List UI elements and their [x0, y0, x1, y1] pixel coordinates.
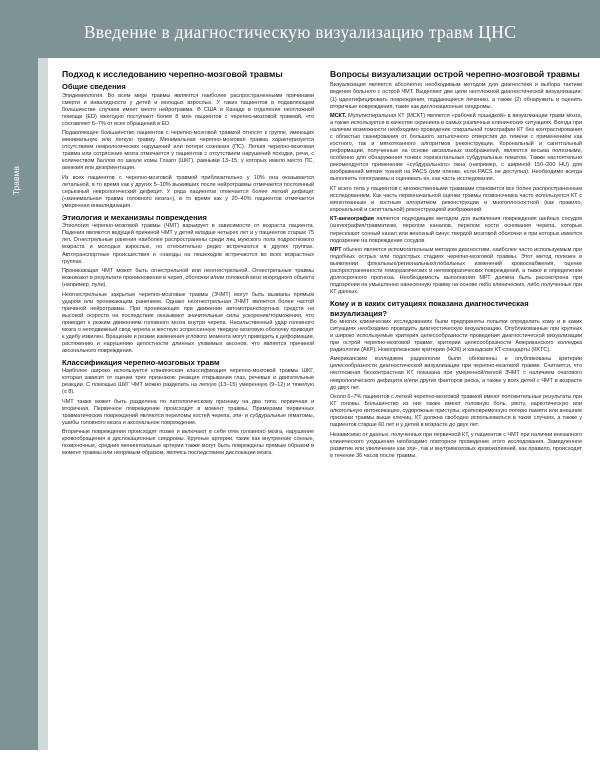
section-label: Травма [11, 166, 21, 196]
paragraph: КТ всего тела у пациентов с множественными травмами становится все более распространенным исследованием. Как часть первоначальной оценки травмы позвоночника часто используется КТ с мягкотканным и костным алгоритмом реконструкции и многоплоскостной (как правило, корональной и сагиттальной) реконструкцией изображений. [330, 185, 582, 213]
side-strip [38, 58, 48, 750]
subheading-classification: Классификация черепно-мозговых травм [62, 357, 220, 367]
paragraph-text: обычно является вспомогательным методом диагностики, наиболее часто используемым при подобных острых или подострых стадиях черепно-мозговой травмы. Этот метод полезен в выявлении фокальных/региональных/глобальных изменений кровоснабжения, оценке распространенности геморрагических и негеморрагических повреждений, а также в определении долгосрочного прогноза. Необходимость выполнения МРТ должна быть рассмотрена при подозрении на умышленно нанесенную травму на основе либо клинических, либо полученных при КТ данных. [330, 247, 582, 296]
right-column [330, 69, 582, 744]
paragraph: Вторичные повреждения происходят позже и включают в себя отек головного мозга, нарушение кровообращения и дислокационные синдромы. Крупные артерии, такие как внутренние сонные, позвоночные, средние менингеальные артерии также могут быть повреждены прямым образом в момент травмы или непрямым образом, являясь последствием дислокации мозга. [62, 429, 314, 457]
paragraph: Подавляющее большинство пациентов с черепно-мозговой травмой относят к группе, имеющих минимальную или легкую травму. Минимальная черепно-мозговая травма характеризуется отсутствием неврологических нарушений или потери сознания (ПС). Легкая черепно-мозговая травма или сотрясение мозга отмечается у пациентов с отсутствием нарушений походки, речи, с количеством баллов по шкале комы Глазго (ШКГ), равными 13–15, у которых имело место ПС, амнезия или дезориентация. [62, 130, 314, 172]
paragraph-text: является подходящим методом для выявления повреждения шейных сосудов (ангиография/травматизм, перелом каналов, перелом кости основания черепа, которые пересекают сонный канал или венозный синус твердой мозговой оболочки и при которых имеется подозрение на повреждение сосудов. [330, 216, 582, 244]
paragraph: Из всех пациентов с черепно-мозговой травмой приблизительно у 10% она оказывается летальной, в то время как у других 5–10% выживших после нейротравмы отмечается постоянный серьезный неврологический дефицит. У ряда пациентов отмечается более легкий дефицит («минимальная травма головного мозга»), в то время как у 20–40% пациентов отмечается умеренная инвалидизация. [62, 174, 314, 210]
paragraph: Визуализация является абсолютно необходимым методом для диагностики и выбора тактики ведения больного с острой ЧМТ. Выделяют две цели неотложной диагностической визуализации: (1) идентифицировать повреждения, поддающиеся лечению, а также (2) обнаружить и оценить вторичные повреждения, такие как дислокационные синдромы. [330, 82, 582, 110]
paragraph: Около 6–7% пациентов с легкой черепно-мозговой травмой имеют положительные результаты при КТ головы. Большинство из них также имеют головную боль, рвоту, наркотическую или алкогольную интоксикацию, судорожные приступы, кратковременную потерю памяти или внешние признаки травмы выше ключиц. КТ должна свободно использоваться в таких случаях, а также у пациентов старше 60 лет и у детей в возрасте до двух лет. [330, 393, 582, 429]
subheading-general: Общие сведения [62, 82, 126, 92]
left-column [62, 69, 314, 744]
paragraph: Этиология черепно-мозговой травмы (ЧМТ) варьирует в зависимости от возраста пациента. Падения являются ведущей причиной ЧМТ у детей младше четырех лет и у пациентов старше 75 лет. Огнестрельные ранения наиболее распространены среди лиц мужского пола подросткового возраста и молодых взрослых, но относительно редко встречаются в других группах. Автотранспортные происшествия и «наезды на пешеходов встречаются во всех возрастных группах. [62, 223, 314, 265]
paragraph: Наиболее широко используется клиническая классификация черепно-мозговой травмы ШКГ, которая зависит от оценки трех признаков: реакция открывания глаз, речевые и двигательные реакции. С помощью ШКГ ЧМТ можно разделить на легкую (13–15) умеренную (9–12) и тяжелую (≤ 8). [62, 368, 314, 396]
term-msct: МСКТ. [330, 112, 347, 119]
subheading-indications: Кому и в каких ситуациях показана диагностическая визуализация? [330, 299, 529, 318]
paragraph: Американским колледжем радиологии были обновлены и опубликованы критерии целесообразности диагностической визуализации при черепно-мозговой травме. Считается, что неотложная бесконтрастная КТ показана при умеренной/легкой ЗЧМТ с наличием очагового неврологического дефицита и/или других факторов риска, а также у всех детей с ЧМТ в возрасте до двух лет. [330, 356, 582, 391]
page-number: 134 [10, 764, 28, 776]
paragraph [330, 113, 582, 183]
term-mri: МРТ [330, 247, 342, 253]
subheading-etiology: Этиология и механизмы повреждения [62, 213, 207, 223]
paragraph: Во многих клинических исследованиях были предприняты попытки определить кому и в каких ситуациях необходимо проводить диагностическую визуализацию. Опубликованные при крупных и широко используемые критерия целесообразности проведения диагностической визуализации при острой черепно-мозговой травме: критерии целесообразности Американского колледжа радиологии (АКР), Новоорлеанские критерии (НОК) и канадские КТ-стандарты (КKTC). [330, 318, 582, 353]
paragraph [330, 247, 582, 296]
paragraph: Независимо от данных, полученных при первичной КТ, у пациентов с ЧМТ при наличии внезапного клинического ухудшения необходимо повторное проведение этого исследования. Замедленное развитие или увеличение как эпи-, так и внутримозговых кровоизлияний, как правило, происходит в течение 36 часов после травмы. [330, 431, 582, 459]
paragraph: Неогнестрельные закрытые черепно-мозговые травмы (ЗЧМТ) могут быть вызваны прямым ударом или проникающим ранением. Однако неогнестрельная ЗЧМТ является более частой причиной нейротравмы. При проникающих при движении автомотранспортных средств на высокой скорости на последствие оказывают значительные силы ускорения/торможения, что приводит к резким движениям головного мозга внутри черепа. Насильственный удар головного мозга о неподвижный свод черепа и жесткую эспрессинную твердую мозговую оболочку приводит к удибу извилин. Вращение и резкие изменения углового момента могут приводить к деформации, растяжению и нарушению целостности длинных уязвимых аксонов, что является причиной аксонального повреждения. [62, 291, 314, 354]
paragraph-text: Мультиспиральная КТ (МСКТ) является «рабочей лошадкой» в визуализации травм мозга, а также используется в качестве скрининга в самых различных клинических ситуациях. Всегда при наличии возможности необходимо проведение спиральной томографии КТ без контрастирования с областью сканирования от большого затылочного отверстия до темени с применением как костного, так и мягкотканного алгоритмов реконструкции. Корональный и сагиттальный реформации, полученные на основе аксиальных изображений, являются весьма полезными, особенно для обнаружения тонких горизонтальных субдуральных гематом. Также настоятельно рекомендуется применение «субдурального» окна (например, с шириной 150–200 HU) для изображений мягких тканей на PACS (или пленке, если PACS не доступна). Необходимо всегда выполнять топограммы и оценивать их, как часть исследования. [330, 112, 582, 183]
paragraph: ЧМТ также может быть разделена по патологическому признаку на два типа: первичная и вторичная. Первичное повреждение происходит в момент травмы. Примерами первичных травматических повреждений являются переломы костей черепа, эпи- и субдуральные гематомы, ушибы головного мозга и аксональное повреждение. [62, 398, 314, 426]
term-kta: КТ-ангиография [330, 216, 374, 223]
paragraph [330, 216, 582, 244]
section-heading: Подход к исследованию черепно-мозговой травмы [62, 69, 283, 79]
section-heading: Вопросы визуализации острой черепно-мозговой травмы [330, 69, 580, 79]
side-tab [0, 58, 38, 776]
paragraph: Эпидемиология. Во всем мире травмы являются наиболее распространенными причинами смерти и инвалидности у детей и молодых взрослых. У таких пациентов в подавляющем большинстве случаев имеет место нейротравма. В США и Канаде в отделения неотложной помощи (ED) ежегодно поступают более 8 млн пациентов с черепно-мозговой травмой, что составляет 6–7% от всех обращений в ED. [62, 92, 314, 127]
page-header [0, 0, 600, 58]
page-title: Введение в диагностическую визуализацию травм ЦНС [83, 22, 517, 42]
paragraph: Проникающая ЧМТ может быть огнестрельной или неогнестрельной. Огнестрельные травмы возникают в результате проникновения в череп, оболочки и/или головной мозг инородного объекта (например, пули). [62, 268, 314, 289]
